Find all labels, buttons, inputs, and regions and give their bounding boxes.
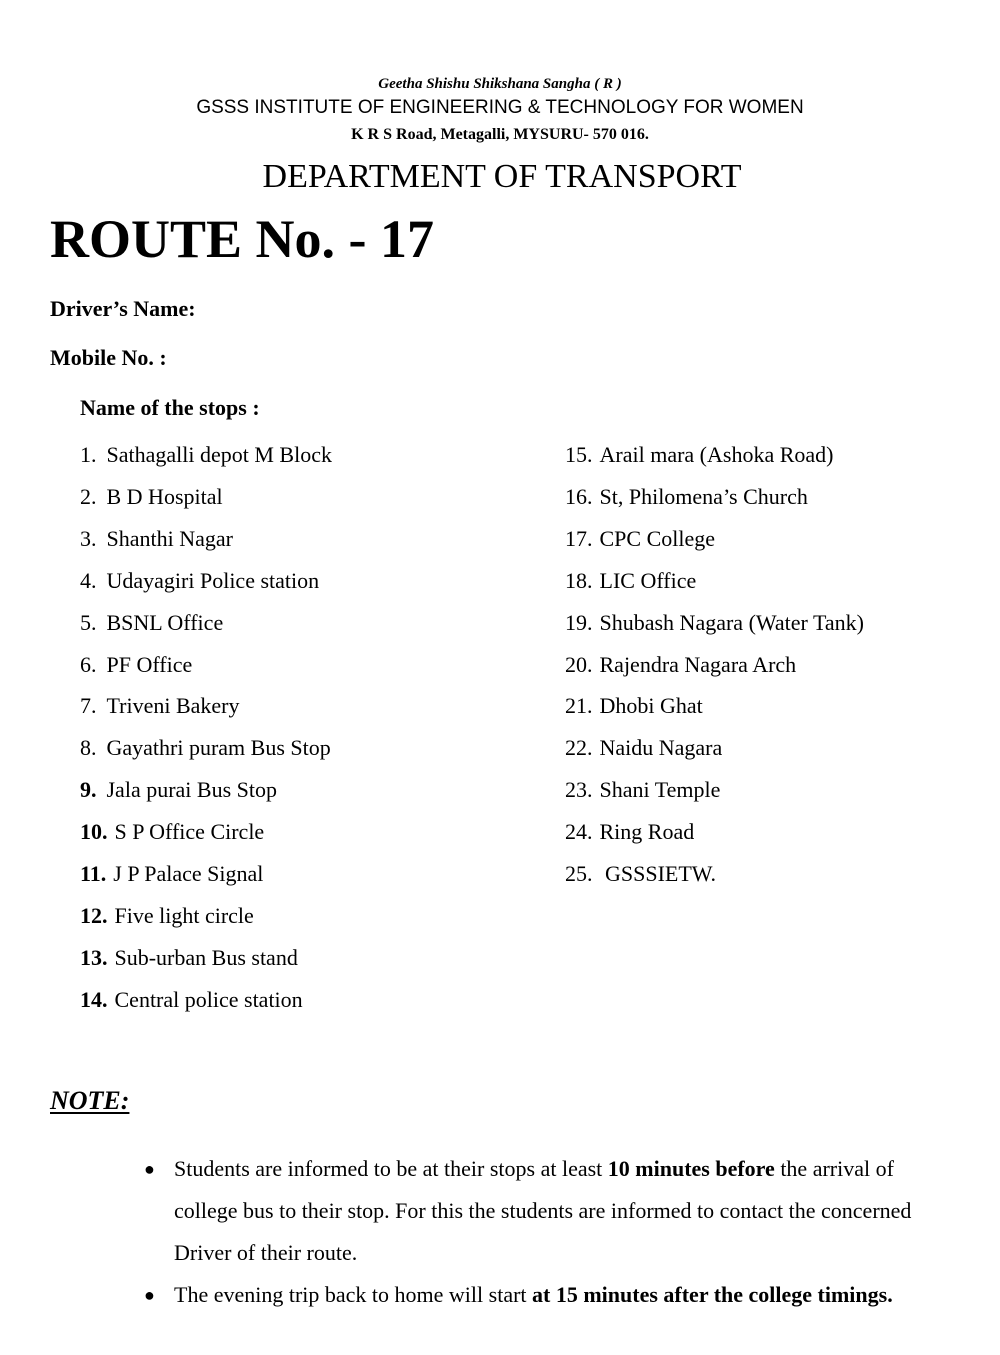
stop-name: B D Hospital bbox=[106, 484, 223, 509]
driver-name-label: Driver’s Name: bbox=[50, 296, 196, 321]
note-emphasis: 10 minutes before bbox=[607, 1156, 775, 1181]
stop-number: 25. bbox=[565, 861, 593, 886]
stop-number: 23. bbox=[565, 777, 593, 802]
stop-name: Naidu Nagara bbox=[599, 735, 723, 760]
stop-number: 3. bbox=[80, 526, 97, 551]
stop-name: LIC Office bbox=[599, 568, 697, 593]
stop-number: 17. bbox=[565, 526, 593, 551]
stop-name: Rajendra Nagara Arch bbox=[599, 652, 797, 677]
stop-number: 12. bbox=[80, 903, 108, 928]
institute-address: K R S Road, Metagalli, MYSURU- 570 016. bbox=[351, 126, 649, 143]
stop-number: 11. bbox=[80, 861, 107, 886]
stop-item bbox=[565, 735, 722, 761]
stop-name: Shani Temple bbox=[599, 777, 721, 802]
note-item bbox=[140, 1274, 950, 1316]
stop-number: 18. bbox=[565, 568, 593, 593]
stop-number: 16. bbox=[565, 484, 593, 509]
stop-number: 9. bbox=[80, 777, 97, 802]
stop-number: 13. bbox=[80, 945, 108, 970]
stop-name: S P Office Circle bbox=[114, 819, 265, 844]
stop-item bbox=[80, 442, 332, 468]
stop-item bbox=[565, 861, 716, 887]
route-title: ROUTE No. - 17 bbox=[50, 209, 435, 269]
stop-name: GSSSIETW. bbox=[599, 861, 717, 886]
stop-number: 2. bbox=[80, 484, 97, 509]
stop-item bbox=[565, 526, 715, 552]
stop-name: Gayathri puram Bus Stop bbox=[106, 735, 331, 760]
stop-item bbox=[80, 819, 264, 845]
stop-number: 7. bbox=[80, 693, 97, 718]
stop-name: BSNL Office bbox=[106, 610, 224, 635]
stop-item bbox=[80, 610, 223, 636]
stop-number: 5. bbox=[80, 610, 97, 635]
stop-name: Sathagalli depot M Block bbox=[106, 442, 332, 467]
stop-item bbox=[565, 652, 796, 678]
note-text: the arrival of college bus to their stop. For this the students are informed to contact the concerned Driver of their route. bbox=[174, 1156, 912, 1265]
stop-number: 1. bbox=[80, 442, 97, 467]
stop-item bbox=[80, 735, 331, 761]
stop-number: 24. bbox=[565, 819, 593, 844]
stop-name: PF Office bbox=[106, 652, 193, 677]
stop-number: 15. bbox=[565, 442, 593, 467]
stop-item bbox=[80, 526, 233, 552]
stop-item bbox=[80, 777, 277, 803]
stop-number: 20. bbox=[565, 652, 593, 677]
note-heading: NOTE: bbox=[50, 1086, 130, 1115]
stop-item bbox=[565, 484, 808, 510]
stop-number: 6. bbox=[80, 652, 97, 677]
stop-item bbox=[565, 568, 696, 594]
stop-item bbox=[565, 442, 833, 468]
stop-name: Shanthi Nagar bbox=[106, 526, 233, 551]
stop-number: 19. bbox=[565, 610, 593, 635]
stop-item bbox=[565, 777, 720, 803]
stop-number: 8. bbox=[80, 735, 97, 760]
stop-name: Ring Road bbox=[599, 819, 695, 844]
stop-name: J P Palace Signal bbox=[113, 861, 264, 886]
stop-name: CPC College bbox=[599, 526, 716, 551]
stops-heading: Name of the stops : bbox=[80, 395, 260, 420]
stop-number: 14. bbox=[80, 987, 108, 1012]
note-emphasis: at 15 minutes after the college timings bbox=[532, 1282, 888, 1307]
stop-name: Dhobi Ghat bbox=[599, 693, 703, 718]
stop-name: Arail mara (Ashoka Road) bbox=[599, 442, 834, 467]
stop-number: 4. bbox=[80, 568, 97, 593]
department-title: DEPARTMENT OF TRANSPORT bbox=[262, 158, 742, 195]
institute-name: GSSS INSTITUTE OF ENGINEERING & TECHNOLOGY FOR WOMEN bbox=[196, 97, 804, 118]
bullet-icon: ● bbox=[144, 1285, 155, 1305]
note-text: Students are informed to be at their stops at least bbox=[174, 1156, 608, 1181]
stop-item bbox=[80, 903, 254, 929]
stop-name: Central police station bbox=[114, 987, 303, 1012]
stop-item bbox=[80, 945, 298, 971]
stop-item bbox=[80, 652, 192, 678]
stop-name: Triveni Bakery bbox=[106, 693, 240, 718]
stop-item bbox=[565, 819, 694, 845]
stop-item bbox=[80, 693, 240, 719]
stop-item bbox=[80, 987, 303, 1013]
note-text: The evening trip back to home will start bbox=[174, 1282, 533, 1307]
sangha-name: Geetha Shishu Shikshana Sangha ( R ) bbox=[378, 76, 622, 92]
stop-item bbox=[80, 484, 223, 510]
stop-item bbox=[80, 861, 263, 887]
stop-number: 10. bbox=[80, 819, 108, 844]
bullet-icon: ● bbox=[144, 1159, 155, 1179]
stop-name: Jala purai Bus Stop bbox=[106, 777, 277, 802]
stop-item bbox=[565, 693, 703, 719]
stop-number: 22. bbox=[565, 735, 593, 760]
note-list bbox=[140, 1148, 950, 1316]
note-period: . bbox=[887, 1282, 893, 1307]
stop-name: Five light circle bbox=[114, 903, 254, 928]
stop-name: Sub-urban Bus stand bbox=[114, 945, 298, 970]
mobile-number-label: Mobile No. : bbox=[50, 345, 167, 370]
stop-name: Shubash Nagara (Water Tank) bbox=[599, 610, 864, 635]
stop-name: Udayagiri Police station bbox=[106, 568, 320, 593]
stop-item bbox=[80, 568, 319, 594]
stop-number: 21. bbox=[565, 693, 593, 718]
stop-item bbox=[565, 610, 864, 636]
stop-name: St, Philomena’s Church bbox=[599, 484, 808, 509]
note-item bbox=[140, 1148, 950, 1274]
